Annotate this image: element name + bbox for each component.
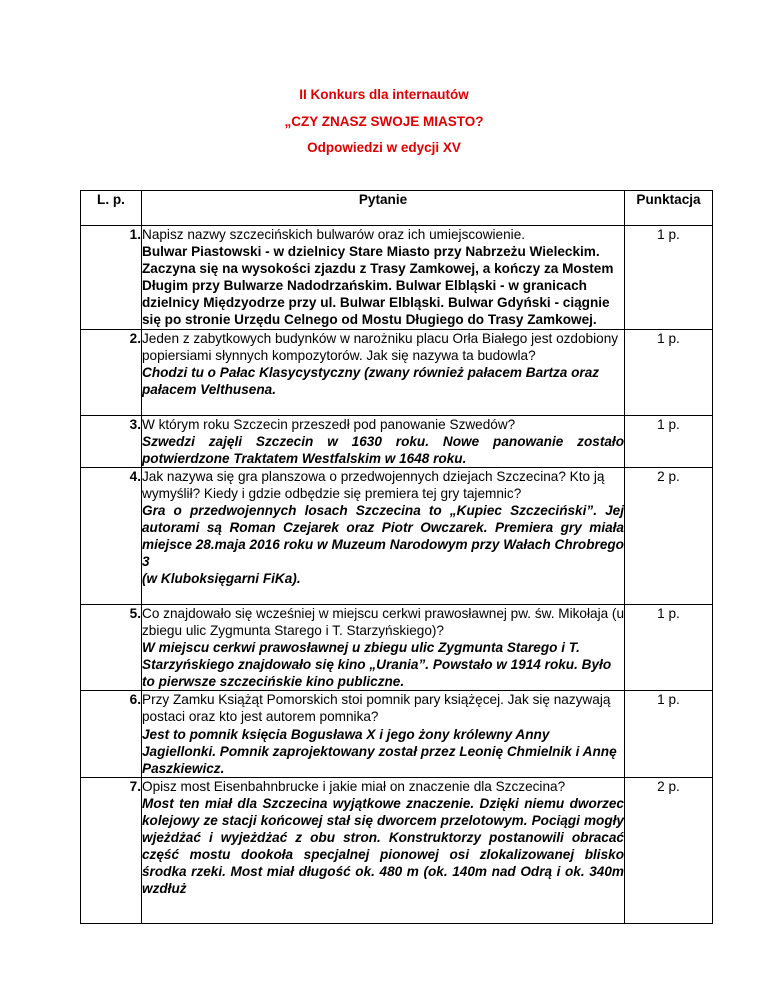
answer-text: Bulwar Piastowski - w dzielnicy Stare Miasto przy Nabrzeżu Wieleckim. Zaczyna się na wysokości zjazdu z Trasy Zamkowej, a kończy za Mostem Długim przy Bulwarze Nadodrzańskim. Bulwar Elbląski - w granicach dzielnicy Międzyodrze przy ul. Bulwar Elbląski. Bulwar Gdyński - ciągnie się po stronie Urzędu Celnego od Mostu Długiego do Trasy Zamkowej. bbox=[142, 244, 614, 328]
edition-title: Odpowiedzi w edycji XV bbox=[307, 140, 461, 155]
answer-text: Jest to pomnik księcia Bogusława X i jego żony królewny Anny Jagiellonki. Pomnik zaprojektowany został przez Leonię Chmielnik i Annę Paszkiewicz. bbox=[142, 726, 617, 776]
row-number: 1. bbox=[81, 226, 142, 330]
answer-text-tail: (w Kluboksięgarni FiKa). bbox=[142, 571, 301, 587]
question-text: Przy Zamku Książąt Pomorskich stoi pomnik pary książęcej. Jak się nazywają postaci oraz kto jest autorem pomnika? bbox=[142, 692, 611, 725]
question-text: Jak nazywa się gra planszowa o przedwojennych dziejach Szczecina? Kto ją wymyślił? Kiedy i gdzie odbędzie się premiera tej gry tajemnic? bbox=[142, 468, 605, 501]
points-cell: 2 p. bbox=[625, 777, 713, 923]
table-row bbox=[81, 777, 713, 923]
row-number: 3. bbox=[81, 415, 142, 467]
question-text: Jeden z zabytkowych budynków w narożniku placu Orła Białego jest ozdobiony popiersiami słynnych kompozytorów. Jak się nazywa ta budowla? bbox=[142, 330, 619, 363]
question-text: Co znajdowało się wcześniej w miejscu cerkwi prawosławnej pw. św. Mikołaja (u zbiegu ulic Zygmunta Starego i T. Starzyńskiego)? bbox=[142, 605, 625, 638]
question-cell bbox=[142, 691, 625, 777]
row-number: 5. bbox=[81, 604, 142, 690]
points-cell: 1 p. bbox=[625, 329, 713, 415]
question-text: W którym roku Szczecin przeszedł pod panowanie Szwedów? bbox=[142, 416, 516, 432]
points-cell: 1 p. bbox=[625, 226, 713, 330]
answer-text: Gra o przedwojennych losach Szczecina to „Kupiec Szczeciński”. Jej autorami są Roman Czejarek oraz Piotr Owczarek. Premiera gry miała miejsce 28.maja 2016 roku w Muzeum Narodowym przy Wałach Chrobrego 3 bbox=[142, 503, 624, 570]
contest-subtitle: „CZY ZNASZ SWOJE MIASTO? bbox=[284, 114, 484, 129]
header-lp: L. p. bbox=[81, 191, 142, 226]
question-cell bbox=[142, 415, 625, 467]
points-cell: 1 p. bbox=[625, 691, 713, 777]
row-number: 6. bbox=[81, 691, 142, 777]
question-cell bbox=[142, 226, 625, 330]
answers-table bbox=[80, 190, 713, 924]
header-points: Punktacja bbox=[625, 191, 713, 226]
question-text: Opisz most Eisenbahnbrucke i jakie miał on znaczenie dla Szczecina? bbox=[142, 778, 566, 794]
question-cell bbox=[142, 467, 625, 604]
table-row bbox=[81, 604, 713, 690]
points-cell: 1 p. bbox=[625, 415, 713, 467]
table-row bbox=[81, 226, 713, 330]
question-cell bbox=[142, 777, 625, 923]
table-header-row bbox=[81, 191, 713, 226]
table-row bbox=[81, 467, 713, 604]
row-number: 7. bbox=[81, 777, 142, 923]
header-question: Pytanie bbox=[142, 191, 625, 226]
answer-text: Szwedzi zajęli Szczecin w 1630 roku. Nowe panowanie zostało potwierdzone Traktatem Westfalskim w 1648 roku. bbox=[142, 433, 624, 466]
answer-text: W miejscu cerkwi prawosławnej u zbiegu ulic Zygmunta Starego i T. Starzyńskiego znajdowało się kino „Urania”. Powstało w 1914 roku. Było to pierwsze szczecińskie kino publiczne. bbox=[142, 640, 612, 690]
question-text: Napisz nazwy szczecińskich bulwarów oraz ich umiejscowienie. bbox=[142, 227, 526, 242]
table-row bbox=[81, 415, 713, 467]
answer-text: Chodzi tu o Pałac Klasycystyczny (zwany również pałacem Bartza oraz pałacem Velthusena. bbox=[142, 364, 600, 397]
question-cell bbox=[142, 329, 625, 415]
table-row bbox=[81, 329, 713, 415]
points-cell: 1 p. bbox=[625, 604, 713, 690]
contest-title: II Konkurs dla internautów bbox=[299, 87, 469, 102]
answer-text: Most ten miał dla Szczecina wyjątkowe znaczenie. Dzięki niemu dworzec kolejowy ze stacji końcowej stał się dworcem przelotowym. Pociągi mogły wjeżdżać i wyjeżdżać z obu stron. Konstruktorzy postanowili obracać część mostu dookoła specjalnej pionowej osi zlokalizowanej blisko środka rzeki. Most miał długość ok. 480 m (ok. 140m nad Odrą i ok. 340m wzdłuż bbox=[142, 795, 624, 897]
row-number: 2. bbox=[81, 329, 142, 415]
points-cell: 2 p. bbox=[625, 467, 713, 604]
row-number: 4. bbox=[81, 467, 142, 604]
table-row bbox=[81, 691, 713, 777]
question-cell bbox=[142, 604, 625, 690]
